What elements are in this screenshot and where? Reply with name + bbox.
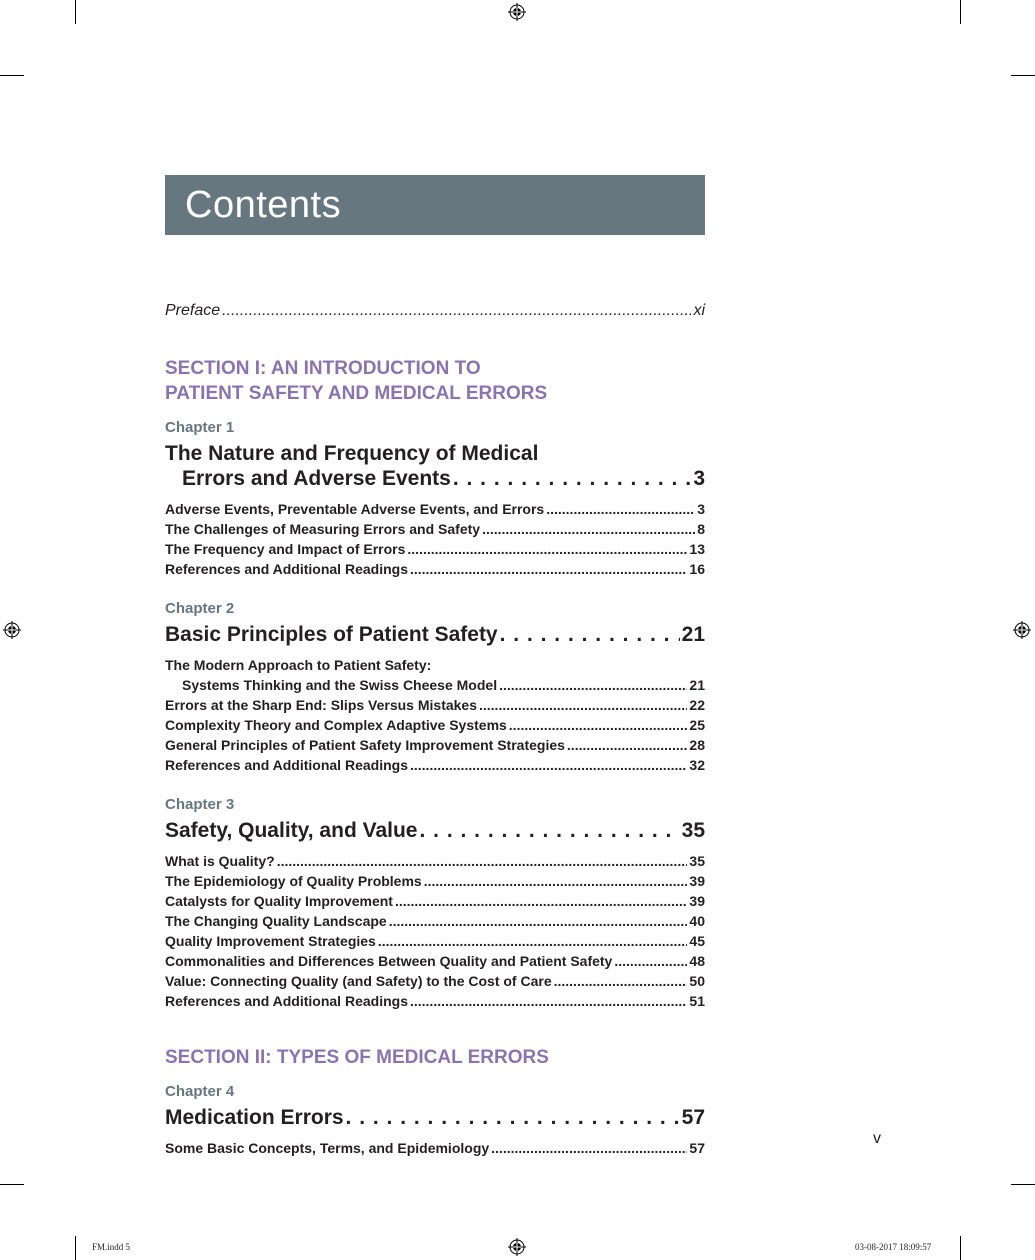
toc-page-number: 48	[689, 953, 705, 969]
toc-entry-title: References and Additional Readings	[165, 993, 408, 1009]
toc-page-number: 45	[689, 933, 705, 949]
chapter-title[interactable]	[165, 1105, 705, 1130]
crop-mark	[960, 0, 961, 24]
toc-page-number: 35	[689, 853, 705, 869]
toc-page-number: 28	[689, 737, 705, 753]
chapter-title-line: Errors and Adverse Events	[182, 467, 451, 490]
toc-entry-row	[165, 519, 705, 539]
crop-mark	[1011, 1184, 1035, 1185]
dot-leader	[410, 755, 687, 775]
contents-banner	[165, 175, 705, 235]
chapter-block	[165, 1082, 705, 1158]
toc-page-number: 40	[689, 913, 705, 929]
crop-mark	[75, 1236, 76, 1260]
dot-leader	[378, 931, 688, 951]
section-title-line: PATIENT SAFETY AND MEDICAL ERRORS	[165, 383, 548, 404]
toc-entry[interactable]	[165, 971, 705, 991]
section-title	[165, 1045, 705, 1070]
chapter-title-line: The Nature and Frequency of Medical	[165, 442, 539, 465]
chapter-label: Chapter 3	[165, 796, 235, 813]
toc-entry-title: Adverse Events, Preventable Adverse Events, and Errors	[165, 501, 545, 517]
chapter-block	[165, 795, 705, 1011]
toc-entry-title: Commonalities and Differences Between Quality and Patient Safety	[165, 953, 613, 969]
dot-leader	[410, 991, 687, 1011]
crop-mark	[960, 1236, 961, 1260]
dot-leader	[419, 818, 679, 843]
slug-timestamp: 03-08-2017 18:09:57	[855, 1242, 932, 1252]
dot-leader	[389, 911, 688, 931]
toc-entry-title: Errors at the Sharp End: Slips Versus Mistakes	[165, 697, 477, 713]
chapter-title-row	[165, 818, 705, 843]
crop-mark	[0, 1184, 24, 1185]
toc-entry[interactable]	[165, 891, 705, 911]
toc-page-number: 57	[681, 1106, 705, 1129]
toc-entry-row	[165, 735, 705, 755]
dot-leader	[482, 519, 695, 539]
chapter-label: Chapter 2	[165, 600, 235, 617]
dot-leader	[424, 871, 688, 891]
page-number: v	[873, 1130, 881, 1147]
chapter-title-row	[165, 622, 705, 647]
toc-page-number: 3	[697, 501, 705, 517]
toc-entry[interactable]	[165, 755, 705, 775]
registration-mark-icon	[3, 621, 21, 639]
dot-leader	[222, 300, 691, 322]
dot-leader	[453, 466, 691, 491]
toc-entry[interactable]	[165, 715, 705, 735]
toc-page-number: 51	[689, 993, 705, 1009]
toc-entry-title: The Challenges of Measuring Errors and Safety	[165, 521, 481, 537]
crop-mark	[75, 0, 76, 24]
dot-leader	[499, 675, 687, 695]
section-title-line: SECTION I: AN INTRODUCTION TO	[165, 358, 481, 379]
dot-leader	[277, 851, 688, 871]
dot-leader	[407, 539, 687, 559]
dot-leader	[500, 622, 680, 647]
toc-entry-row	[165, 991, 705, 1011]
toc-entry[interactable]	[165, 559, 705, 579]
chapter-block	[165, 418, 705, 579]
toc-entry[interactable]	[165, 735, 705, 755]
chapter-title-row	[165, 466, 705, 491]
chapter-title-row	[165, 1105, 705, 1130]
slug-file: FM.indd 5	[92, 1242, 131, 1252]
chapter-entries	[165, 499, 705, 579]
dot-leader	[491, 1138, 687, 1158]
chapter-title-line: Safety, Quality, and Value	[165, 819, 418, 842]
chapter-title-line: Medication Errors	[165, 1106, 344, 1129]
toc-entry[interactable]	[165, 931, 705, 951]
dot-leader	[554, 971, 688, 991]
toc-entry-row	[165, 951, 705, 971]
chapter-block	[165, 599, 705, 775]
toc-entry-title: General Principles of Patient Safety Improvement Strategies	[165, 737, 565, 753]
toc-entry[interactable]	[165, 539, 705, 559]
toc-entry[interactable]	[165, 519, 705, 539]
toc-entry[interactable]	[165, 951, 705, 971]
toc-entry[interactable]	[165, 499, 705, 519]
toc-entry-title: Quality Improvement Strategies	[165, 933, 376, 949]
dot-leader	[410, 559, 687, 579]
toc-entry-row	[165, 1138, 705, 1158]
toc-page-number: 35	[681, 819, 705, 842]
chapter-title[interactable]	[165, 441, 705, 491]
toc-entry-row	[165, 559, 705, 579]
toc-page-number: 13	[689, 541, 705, 557]
chapter-title[interactable]	[165, 622, 705, 647]
registration-mark-icon	[508, 3, 526, 21]
toc-entry-title: The Changing Quality Landscape	[165, 913, 387, 929]
toc-entry[interactable]	[165, 655, 705, 695]
toc-page-number: 21	[689, 677, 705, 693]
toc-page-number: 22	[689, 697, 705, 713]
toc-page-number: 8	[697, 521, 705, 537]
toc-entry-title: Complexity Theory and Complex Adaptive Systems	[165, 717, 507, 733]
toc-entry-title: References and Additional Readings	[165, 561, 408, 577]
crop-mark	[1011, 75, 1035, 76]
toc-section	[165, 1045, 705, 1158]
toc-entry-row	[165, 891, 705, 911]
toc-entry[interactable]	[165, 851, 705, 871]
toc-entry-row	[165, 499, 705, 519]
toc-entry[interactable]	[165, 871, 705, 891]
table-of-contents	[165, 300, 705, 1178]
section-title-line: SECTION II: TYPES OF MEDICAL ERRORS	[165, 1047, 549, 1068]
toc-page-number: xi	[693, 302, 705, 319]
chapter-label: Chapter 4	[165, 1083, 235, 1100]
toc-page-number: 16	[689, 561, 705, 577]
dot-leader	[346, 1105, 680, 1130]
chapter-entries	[165, 655, 705, 775]
chapter-label: Chapter 1	[165, 419, 235, 436]
toc-entry-row	[165, 539, 705, 559]
toc-entry-row	[165, 695, 705, 715]
dot-leader	[479, 695, 687, 715]
toc-page-number: 57	[689, 1140, 705, 1156]
toc-entry-preface[interactable]	[165, 300, 705, 322]
toc-section	[165, 356, 705, 1011]
registration-mark-icon	[1013, 621, 1031, 639]
section-title	[165, 356, 705, 406]
toc-entry-title: The Epidemiology of Quality Problems	[165, 873, 422, 889]
toc-entry-row	[165, 675, 705, 695]
toc-sections	[165, 356, 705, 1158]
toc-entry-title: The Modern Approach to Patient Safety:	[165, 657, 432, 673]
toc-entry-row	[165, 715, 705, 735]
page-title: Contents	[185, 184, 342, 226]
toc-page-number: 21	[681, 623, 705, 646]
toc-entry-row	[165, 911, 705, 931]
toc-entry-title: Value: Connecting Quality (and Safety) to the Cost of Care	[165, 973, 552, 989]
toc-entry[interactable]	[165, 911, 705, 931]
dot-leader	[567, 735, 688, 755]
toc-entry-row	[165, 851, 705, 871]
chapter-title[interactable]	[165, 818, 705, 843]
chapter-entries	[165, 1138, 705, 1158]
toc-entry-row	[165, 871, 705, 891]
toc-entry-title: The Frequency and Impact of Errors	[165, 541, 406, 557]
dot-leader	[395, 891, 687, 911]
toc-page-number: 50	[689, 973, 705, 989]
toc-page-number: 32	[689, 757, 705, 773]
toc-entry-row	[165, 755, 705, 775]
registration-mark-icon	[508, 1238, 526, 1256]
toc-entry[interactable]	[165, 1138, 705, 1158]
toc-entry-title: References and Additional Readings	[165, 757, 408, 773]
toc-entry-title: Preface	[165, 302, 221, 319]
toc-page-number: 3	[693, 467, 705, 490]
toc-entry-row	[165, 971, 705, 991]
chapter-entries	[165, 851, 705, 1011]
crop-mark	[0, 75, 24, 76]
toc-entry-title: Systems Thinking and the Swiss Cheese Model	[182, 677, 498, 693]
toc-entry-row	[165, 931, 705, 951]
dot-leader	[509, 715, 688, 735]
toc-entry[interactable]	[165, 991, 705, 1011]
dot-leader	[546, 499, 695, 519]
chapter-title-line: Basic Principles of Patient Safety	[165, 623, 498, 646]
toc-page-number: 39	[689, 873, 705, 889]
toc-page-number: 25	[689, 717, 705, 733]
toc-entry[interactable]	[165, 695, 705, 715]
toc-entry-title: Catalysts for Quality Improvement	[165, 893, 393, 909]
toc-entry-title: Some Basic Concepts, Terms, and Epidemiology	[165, 1140, 490, 1156]
toc-page-number: 39	[689, 893, 705, 909]
toc-entry-title: What is Quality?	[165, 853, 275, 869]
dot-leader	[614, 951, 687, 971]
